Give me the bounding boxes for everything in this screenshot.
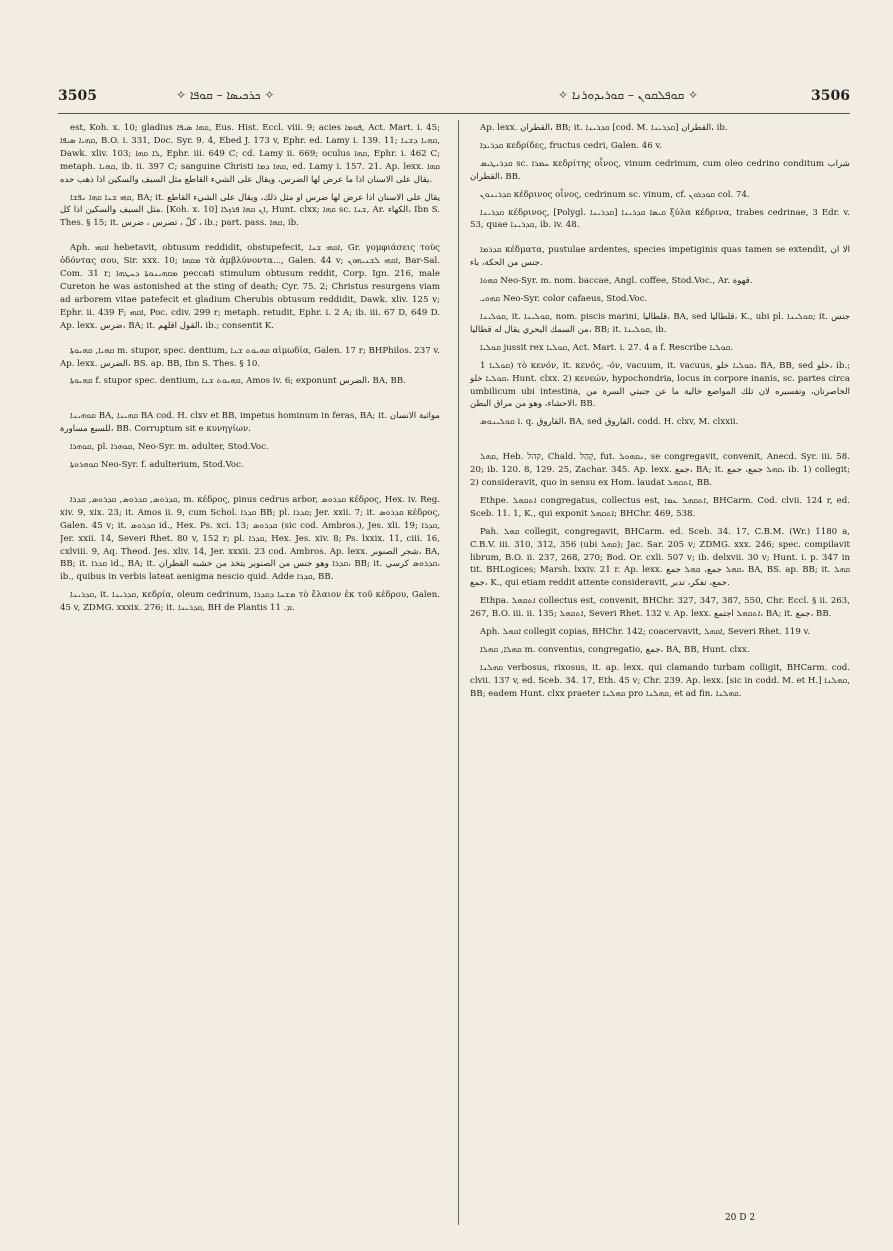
entry: ܩܗܠܐ, ܩܗܠܐ m. conventus, congregatio, جمع، BA, BB, Hunt. clxx. <box>480 645 750 655</box>
entry: ܩܕܪܝܢܘܢ κέδρινος οἶνος, cedrinum sc. vinum, cf. ܩܘܕܪܘܢ col. 74. <box>480 189 750 200</box>
entry: ܩܘܠܝܢܘܣ i. q. القاروق، BA, sed القاروق، codd. H. clxv, M. clxxii. <box>480 417 739 428</box>
entry: ܩܕܪܘܣ, ܩܕܪܘܣ, ܩܕܪܘܣ, ܩܕܪܐ, m. κέδρος, pinus cedrus arbor, ܩܕܪܘܣ κέδρος, Hex. iv. Reg. xiv. 9, xix. 23; it. Amos ii. 9, cum Schol. ܩܕܪܐ BB; pl. ܩܕܪܐ; Jer. xxii. 7; it. ܩܕܪܘܣ κέδρος, Galen. 45 v; it. ܩܕܪܘܣ id., Hex. Ps. xci. 13; ܩܕܪܘܣ (sic cod. Ambros.), Jes. xli. 19; ܩܕܪܐ, Jer. xxii. 14, Severi Rhet. 80 v, 152 r; pl. ܩܕܪܐ, Hex. Jes. xiv. 8; Ps. lxxix. 11, ciii. 16, cxlviii. 9, Aq. Theod. Jes. xliv. 14, Jer. xxxii. 23 cod. Ambros. Ap. lexx. شجر الصنوبر، BA, BB; it. ܩܕܪܐ id., BA; it. ܩܕܪܐ وهو جنس من الصنوبر يتخذ من خشبه القطران، BB; it. ܩܕܪܘܣ كرسي، ib., quibus in verbis lateat aenigma nescio quid. Adde ܩܕܪܐ, BB. <box>60 494 440 583</box>
entry: ܩܗܠܢܐ verbosus, rixosus, it. ap. lexx. qui clamando turbam colligit, BHCarm. cod. clvii. 137 v, ed. Sceb. 34. 17, Eth. 45 v; Chr. 239. Ap. lexx. [sic in codd. M. et H.] ܩܗܠܢܐ, BB; eadem Hunt. clxx praeter ܩܗܠܢܐ pro ܩܗܠܢܐ, et ad fin. ܩܗܠܢܐ. <box>470 662 850 699</box>
entry: ܩܘܠܝܢܐ, it. ܩܘܠܝܢܐ, nom. piscis marini, قلطاليا، BA, sed قلطاليا، K., ubi pl. ܩܘܠܝܢܐ; it. جنس من السمك البحري يقال له قطاليا، BB; it. ܩܘܠܝܢܐ, ib. <box>470 311 850 335</box>
entry: ܩܕܪܝܕܐ κεδρίδες, fructus cedri, Galen. 46 v. <box>480 140 662 151</box>
entry: ܩܘܠܝܐ jussit rex ܩܘܠܝܐ, Act. Mart. i. 27. 4 a f. Rescribe ܩܘܠܝܐ. <box>480 342 734 353</box>
right-page-number: 3506 <box>811 88 850 104</box>
entry: ܩܗܘܐ Neo-Syr. m. nom. baccae, Angl. coffee, Stod.Voc., Ar. قهوة. <box>480 276 753 287</box>
entry: Pah. ܩܗܠ collegit, congregavit, BHCarm. ed. Sceb. 34. 17, C.B.M. (Wr.) 1180 a, C.B.V. iii. 310, 312, 356 (ubi ܩܗܠ); Jac. Sar. 205 v; ZDMG. xxx. 246; spec. compilavit librum, B.O. ii. 237, 268, 270; Bod. Or. cxli. 507 v; ib. delxvii. 30 v; Hunt. i. p. 347 in tit. BHLogices; Marsh. lxxiv. 21 r. Ap. lexx. ܩܗܠ جمع، ܩܗܠ جمع، BA, BS. ap. BB; it. ܩܗܠ جمع، K., qui etiam reddit attente consideravit, جمع، تفكر، تدبر. <box>470 526 850 589</box>
entry: ܩܕܪܝܛܝܣ sc. ܚܡܪܐ κεδρίτης οἶνος, vinum cedrinum, cum oleo cedrino conditum شراب القطران، BB. <box>470 158 850 182</box>
entry: ܩܘܗܝܢܐ BA, ܩܗܝܢܐ BA cod. H. clxv et BB, impetus hominum in feras, BA; it. مواثبة الانسان للسبع مساورة، BB. Corruptum sit e κυνηγίων. <box>60 411 440 435</box>
right-running-title: ✧ ܩܘܦܠܩܘܢ – ܩܘܪܝܕܘܪܢܐ ✧ <box>558 88 699 102</box>
entry: Ethpa. ܐܬܩܗܠ collectus est, convenit, BHChr. 327, 347, 387, 550, Chr. Eccl. § ii. 263, 267, B.O. iii. ii. 135; ܐܬܩܗܠ, Severi Rhet. 132 v. Ap. lexx. ܐܬܩܗܠ اجتمع، BA; it. جمع، BB. <box>470 596 850 620</box>
header-rule <box>58 113 850 114</box>
left-column <box>60 122 440 1222</box>
entry: Ap. lexx. القطران، BB; it. ܩܕܪܝܢܐ [cod. M. ܩܕܪܝܢܐ] القطران، ib. <box>480 123 728 133</box>
left-page-number: 3505 <box>58 88 97 104</box>
entry: ܩܕܪܝܢܐ, it. ܩܕܪܝܢܐ, κεδρία, oleum cedrinum, ܡܫܚܐ ܕܩܕܪܐ τὸ ἔλαιον ἐκ τοῦ κέδρου, Galen. 45 v, ZDMG. xxxix. 276; it. ܩܕܪܝܢܐ, BH de Plantis ܡ. 11. <box>60 590 440 614</box>
entry: ܩܕܪܝܢܐ κέδρινος, [Polygl. ܩܕܪܝܢܐ] ܩܝܣܐ ܩܕܪܝܢܐ ξύλα κέδρινα, trabes cedrinae, 3 Edr. v. 53, quae ܩܕܪܝܢܐ, ib. iv. 48. <box>470 207 850 231</box>
entry: ܩܘܗܪܐ, pl. ܩܘܗܪܐ, Neo-Syr. m. adulter, Stod.Voc. <box>70 442 269 453</box>
entry: est, Koh. x. 10; gladius ܩܗܐ ܣܝܦܐ, Eus. Hist. Eccl. viii. 9; acies ܦܘܡܐ, Act. Mart. i. 45; ܩܗܝܐ ܣܝܦܐ, B.O. i. 331, Doc. Syr. 9. 4, Ebed J. 173 v, Ephr. ed. Lamy i. 139. 11; ܩܗܝܐ ܕܫܢܐ, Dawk. xliv. 103; ܠܐ ܩܗܐ, Ephr. iii. 649 C; cd. Lamy ii. 669; oculus ܩܗܐ, Ephr. i. 462 C; metaph. ܩܗܝܐ, ib. ii. 397 C; sanguine Christi ܩܗܐ ܕܡܐ, ed. Lamy i. 157. 21. Ap. lexx. ܩܗܐ يقال على الاسنان اذا ما عرض لها الضرس، ويقال على الشيء القاطع مثل السيف والسكين اذا ذهب حده. <box>60 123 440 185</box>
entry: ܩܗܝܐ, ܩܗܝܘܬܐ m. stupor, spec. dentium, ܩܗܝܘܬ ܫܢܐ αἱμωδία, Galen. 17 r; BHPhilos. 237 v. Ap. lexx. الضرس، BS. ap. BB, Ibn S. Thes. § 10. <box>60 345 440 369</box>
entry: Aph. ܐܩܗܠ collegit copias, BHChr. 142; coacervavit, ܐܩܗܠ, Severi Rhet. 119 v. <box>480 627 811 638</box>
entry: ܩܕܪܡܐ κέδματα, pustulae ardentes, species impetiginis quas tamen se extendit, الا ان جنس من الحكة، باء. <box>470 245 850 269</box>
signature-mark: 20 D 2 <box>724 1213 756 1223</box>
entry: Aph. ܐܩܗܝ hebetavit, obtusum reddidit, obstupefecit, ܐܩܗܝ ܫܢܐ, Gr. γομφιάσεις τοὺς ὀδόντας σου, Sir. xxx. 10; ܡܩܗܐ τὰ ἀμβλύνοντα..., Galen. 44 v; ܐܩܗܝ ܠܫܢܝܗܘܢ, Bar-Sal. Com. 31 r; ܡܩܗܝܢܘܬܐ ܕܚܛܗܐ peccati stimulum obtusum reddit, Corp. Ign. 216, male Cureton he was astonished at the sting of death; Cyr. 75. 2; Christus resurgens viam ad arborem vitae patefecit et gladium Cherubis obtusum reddidit, Dawk. xliv. 125 v; Ephr. ii. 439 F; ܐܩܗܝ, Poc. cdiv. 299 r; metaph. retudit, Ephr. i. 2 A; ib. iii. 67 D, 649 D. Ap. lexx. ضرس، BA; it. القول اقلهم، ib.; consentit K. <box>60 243 440 331</box>
entry: ܩܘܠܝܐ 1) τὸ κενόν, it. κενός, -όν, vacuum, it. vacuus, ܩܘܠܝܐ خلو، BA, BB, sed خلو، ib.; ܩܘܠܝܐ خلو، Hunt. clxx. 2) κενεών, hypochondria, locus in corpore inanis, sc. partes circa umbilicum ubi intestina, الخاصرتان، وتفسيره لان تلك المواضع خالية ما عن جنبتي السرة من الاحشاء، وهو من مراق البطن، BB. <box>470 360 850 410</box>
page-header <box>58 86 850 106</box>
entry: ܩܘܗܪܘܬܐ Neo-Syr. f. adulterium, Stod.Voc. <box>70 460 244 471</box>
entry: ܩܗܠ, Heb. קהל, Chald. קְהַל, fut. ܢܩܗܘܠ, se congregavit, convenit, Anecd. Syr. iii. 58. 20; ib. 120. 8, 129. 25, Zachar. 345. Ap. lexx. جمع، BA; it. ܩܗܠ جمع، جمع، ib. 1) collegit; 2) consideravit, quo in sensu ex Hom. laudat ܐܬܩܗܠ, BB. <box>470 452 850 489</box>
left-running-title: ✧ ܟܪܟܝܣܐ – ܩܘܦܐ ✧ <box>176 88 275 102</box>
entry: ܩܗܝܘܬܐ f. stupor spec. dentium, ܩܗܝܘܬ ܫܢܐ, Amos iv. 6; exponunt الضرس، BA, BB. <box>70 376 406 387</box>
column-divider <box>458 120 459 1225</box>
entry: ܩܗܘܝ Neo-Syr. color cafaeus, Stod.Voc. <box>480 294 648 305</box>
entry: ܩܗܝ ܫܢܐ ܩܗܐ ܢܦܫܐ, BA; it. يقال على الاسنان اذا عرض لها ضرس او مثل ذلك، ويقال على الشيء القاطع مثل السيف والسكين اذا كل. [Koh. x. 10] ܐܢ ܩܗܐ ܦܪܙܠܐ, Hunt. clxx; ܩܗܐ sc. ܫܢܐ, Ar. الكهاء، Ibn S. Thes. § 15; it. كلّ ، تضرس ، ضرس ، ib.; part. pass. ܩܗܐ, ib. <box>60 192 440 229</box>
right-column <box>470 122 850 1222</box>
entry: Ethpe. ܐܬܩܗܠ congregatus, collectus est, ܐܬܩܗܠ ܥܡܐ, BHCarm. Cod. clvii. 124 r, ed. Sceb. 11. 1, K., qui exponit ܐܬܩܗܠ; BHChr. 469, 538. <box>470 495 850 519</box>
